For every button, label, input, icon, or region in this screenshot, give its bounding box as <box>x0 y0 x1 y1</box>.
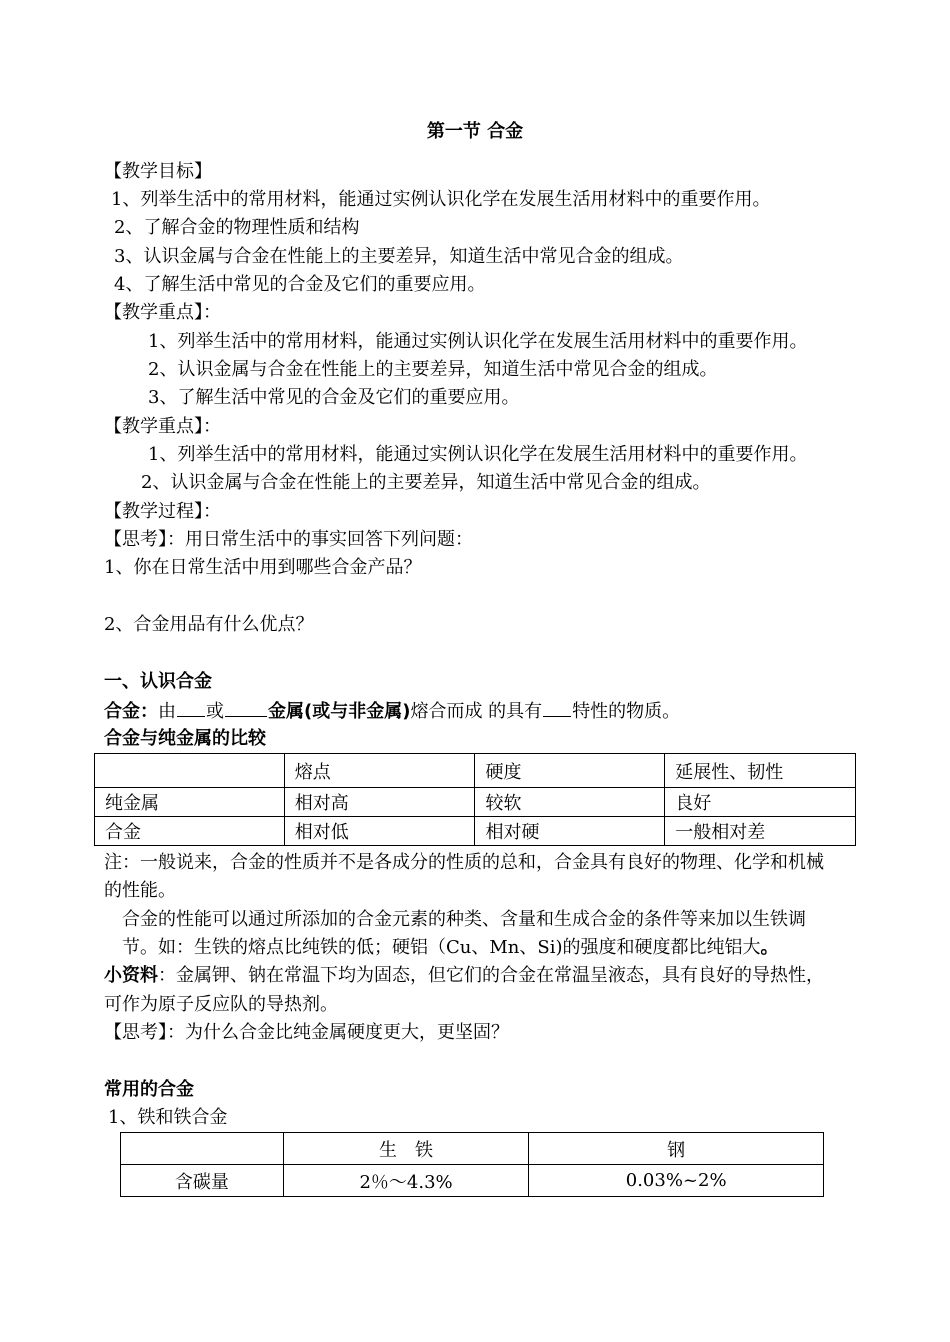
paragraph-text: 。 <box>760 937 779 958</box>
paragraph-text: 节。如：生铁的熔点比纯铁的低；硬铝（Cu、Mn、Si)的强度和硬度都比纯铝大 <box>122 937 761 958</box>
key-point-item: 2、认识金属与合金在性能上的主要差异，知道生活中常见合金的组成。 <box>148 359 718 380</box>
info-text <box>104 964 824 988</box>
table-row <box>95 788 856 817</box>
key-point-item: 2、认识金属与合金在性能上的主要差异，知道生活中常见合金的组成。 <box>141 472 711 493</box>
think-prompt <box>104 1021 509 1045</box>
note-text: 注：一般说来，合金的性质并不是各成分的性质的总和，合金具有良好的物理、化学和机械 <box>104 852 824 873</box>
table-cell: 较软 <box>475 788 665 817</box>
key-point-item: 3、了解生活中常见的合金及它们的重要应用。 <box>148 387 520 408</box>
table-cell: 一般相对差 <box>665 817 856 846</box>
definition-text: 熔合而成 的具有 <box>410 701 543 722</box>
table-cell: 含碳量 <box>121 1165 284 1197</box>
table-cell: 相对低 <box>284 817 475 846</box>
info-label: 小资料 <box>104 965 158 986</box>
definition-label: 合金： <box>104 701 158 722</box>
objective-item: 1、列举生活中的常用材料，能通过实例认识化学在发展生活用材料中的重要作用。 <box>111 189 771 210</box>
definition-text: 金属(或与非金属) <box>268 701 411 722</box>
key-point-item: 1、列举生活中的常用材料，能通过实例认识化学在发展生活用材料中的重要作用。 <box>148 444 808 465</box>
definition-text: 或 <box>206 701 224 722</box>
table-cell: 硬度 <box>475 754 665 788</box>
alloy-definition <box>104 698 680 724</box>
section-heading: 常用的合金 <box>104 1079 194 1100</box>
think-prompt <box>104 528 473 552</box>
table-cell: 合金 <box>95 817 285 846</box>
table-cell: 2％～4.3% <box>283 1165 529 1197</box>
table-row <box>121 1165 824 1197</box>
table-header-row <box>95 754 856 788</box>
section-heading: 一、认识合金 <box>104 671 212 692</box>
table-row <box>95 817 856 846</box>
question-item: 2、合金用品有什么优点？ <box>104 614 314 635</box>
table-cell: 纯金属 <box>95 788 285 817</box>
paragraph-text <box>122 936 779 960</box>
fill-blank <box>225 698 267 717</box>
definition-text: 特性的物质。 <box>572 701 681 722</box>
table-cell: 0.03%~2% <box>529 1165 824 1197</box>
think-text: ：为什么合金比纯金属硬度更大，更坚固？ <box>167 1022 509 1043</box>
table-cell <box>95 754 285 788</box>
table-cell: 熔点 <box>284 754 475 788</box>
key-point-item: 1、列举生活中的常用材料，能通过实例认识化学在发展生活用材料中的重要作用。 <box>148 331 808 352</box>
definition-text: 由 <box>158 701 176 722</box>
table-cell: 生 铁 <box>283 1133 529 1165</box>
fill-blank <box>543 698 571 717</box>
key-points-heading: 【教学重点】： <box>104 302 221 323</box>
think-label: 【思考】 <box>104 1022 167 1043</box>
table-cell: 延展性、韧性 <box>665 754 856 788</box>
think-label: 【思考】 <box>104 529 167 550</box>
info-text: ：金属钾、钠在常温下均为固态，但它们的合金在常温呈液态，具有良好的导热性， <box>158 965 824 986</box>
think-text: ：用日常生活中的事实回答下列问题： <box>167 529 473 550</box>
page-title: 第一节 合金 <box>426 121 524 142</box>
compare-table <box>94 753 856 846</box>
info-text: 可作为原子反应队的导热剂。 <box>104 994 338 1015</box>
fill-blank <box>177 698 205 717</box>
objective-item: 4、了解生活中常见的合金及它们的重要应用。 <box>114 274 486 295</box>
objectives-heading: 【教学目标】 <box>104 161 212 182</box>
key-points-heading: 【教学重点】： <box>104 416 221 437</box>
objective-item: 2、了解合金的物理性质和结构 <box>114 217 360 238</box>
paragraph-text: 合金的性能可以通过所添加的合金元素的种类、含量和生成合金的条件等来加以生铁调 <box>122 909 806 930</box>
iron-table <box>120 1132 824 1197</box>
subsection-heading: 1、铁和铁合金 <box>108 1107 228 1128</box>
process-heading: 【教学过程】： <box>104 501 221 522</box>
table-cell <box>121 1133 284 1165</box>
table-cell: 良好 <box>665 788 856 817</box>
table-cell: 相对硬 <box>475 817 665 846</box>
objective-item: 3、认识金属与合金在性能上的主要差异，知道生活中常见合金的组成。 <box>114 246 684 267</box>
note-text: 的性能。 <box>104 880 176 901</box>
compare-heading: 合金与纯金属的比较 <box>104 728 266 749</box>
question-item: 1、你在日常生活中用到哪些合金产品？ <box>104 557 422 578</box>
table-cell: 钢 <box>529 1133 824 1165</box>
table-header-row <box>121 1133 824 1165</box>
table-cell: 相对高 <box>284 788 475 817</box>
